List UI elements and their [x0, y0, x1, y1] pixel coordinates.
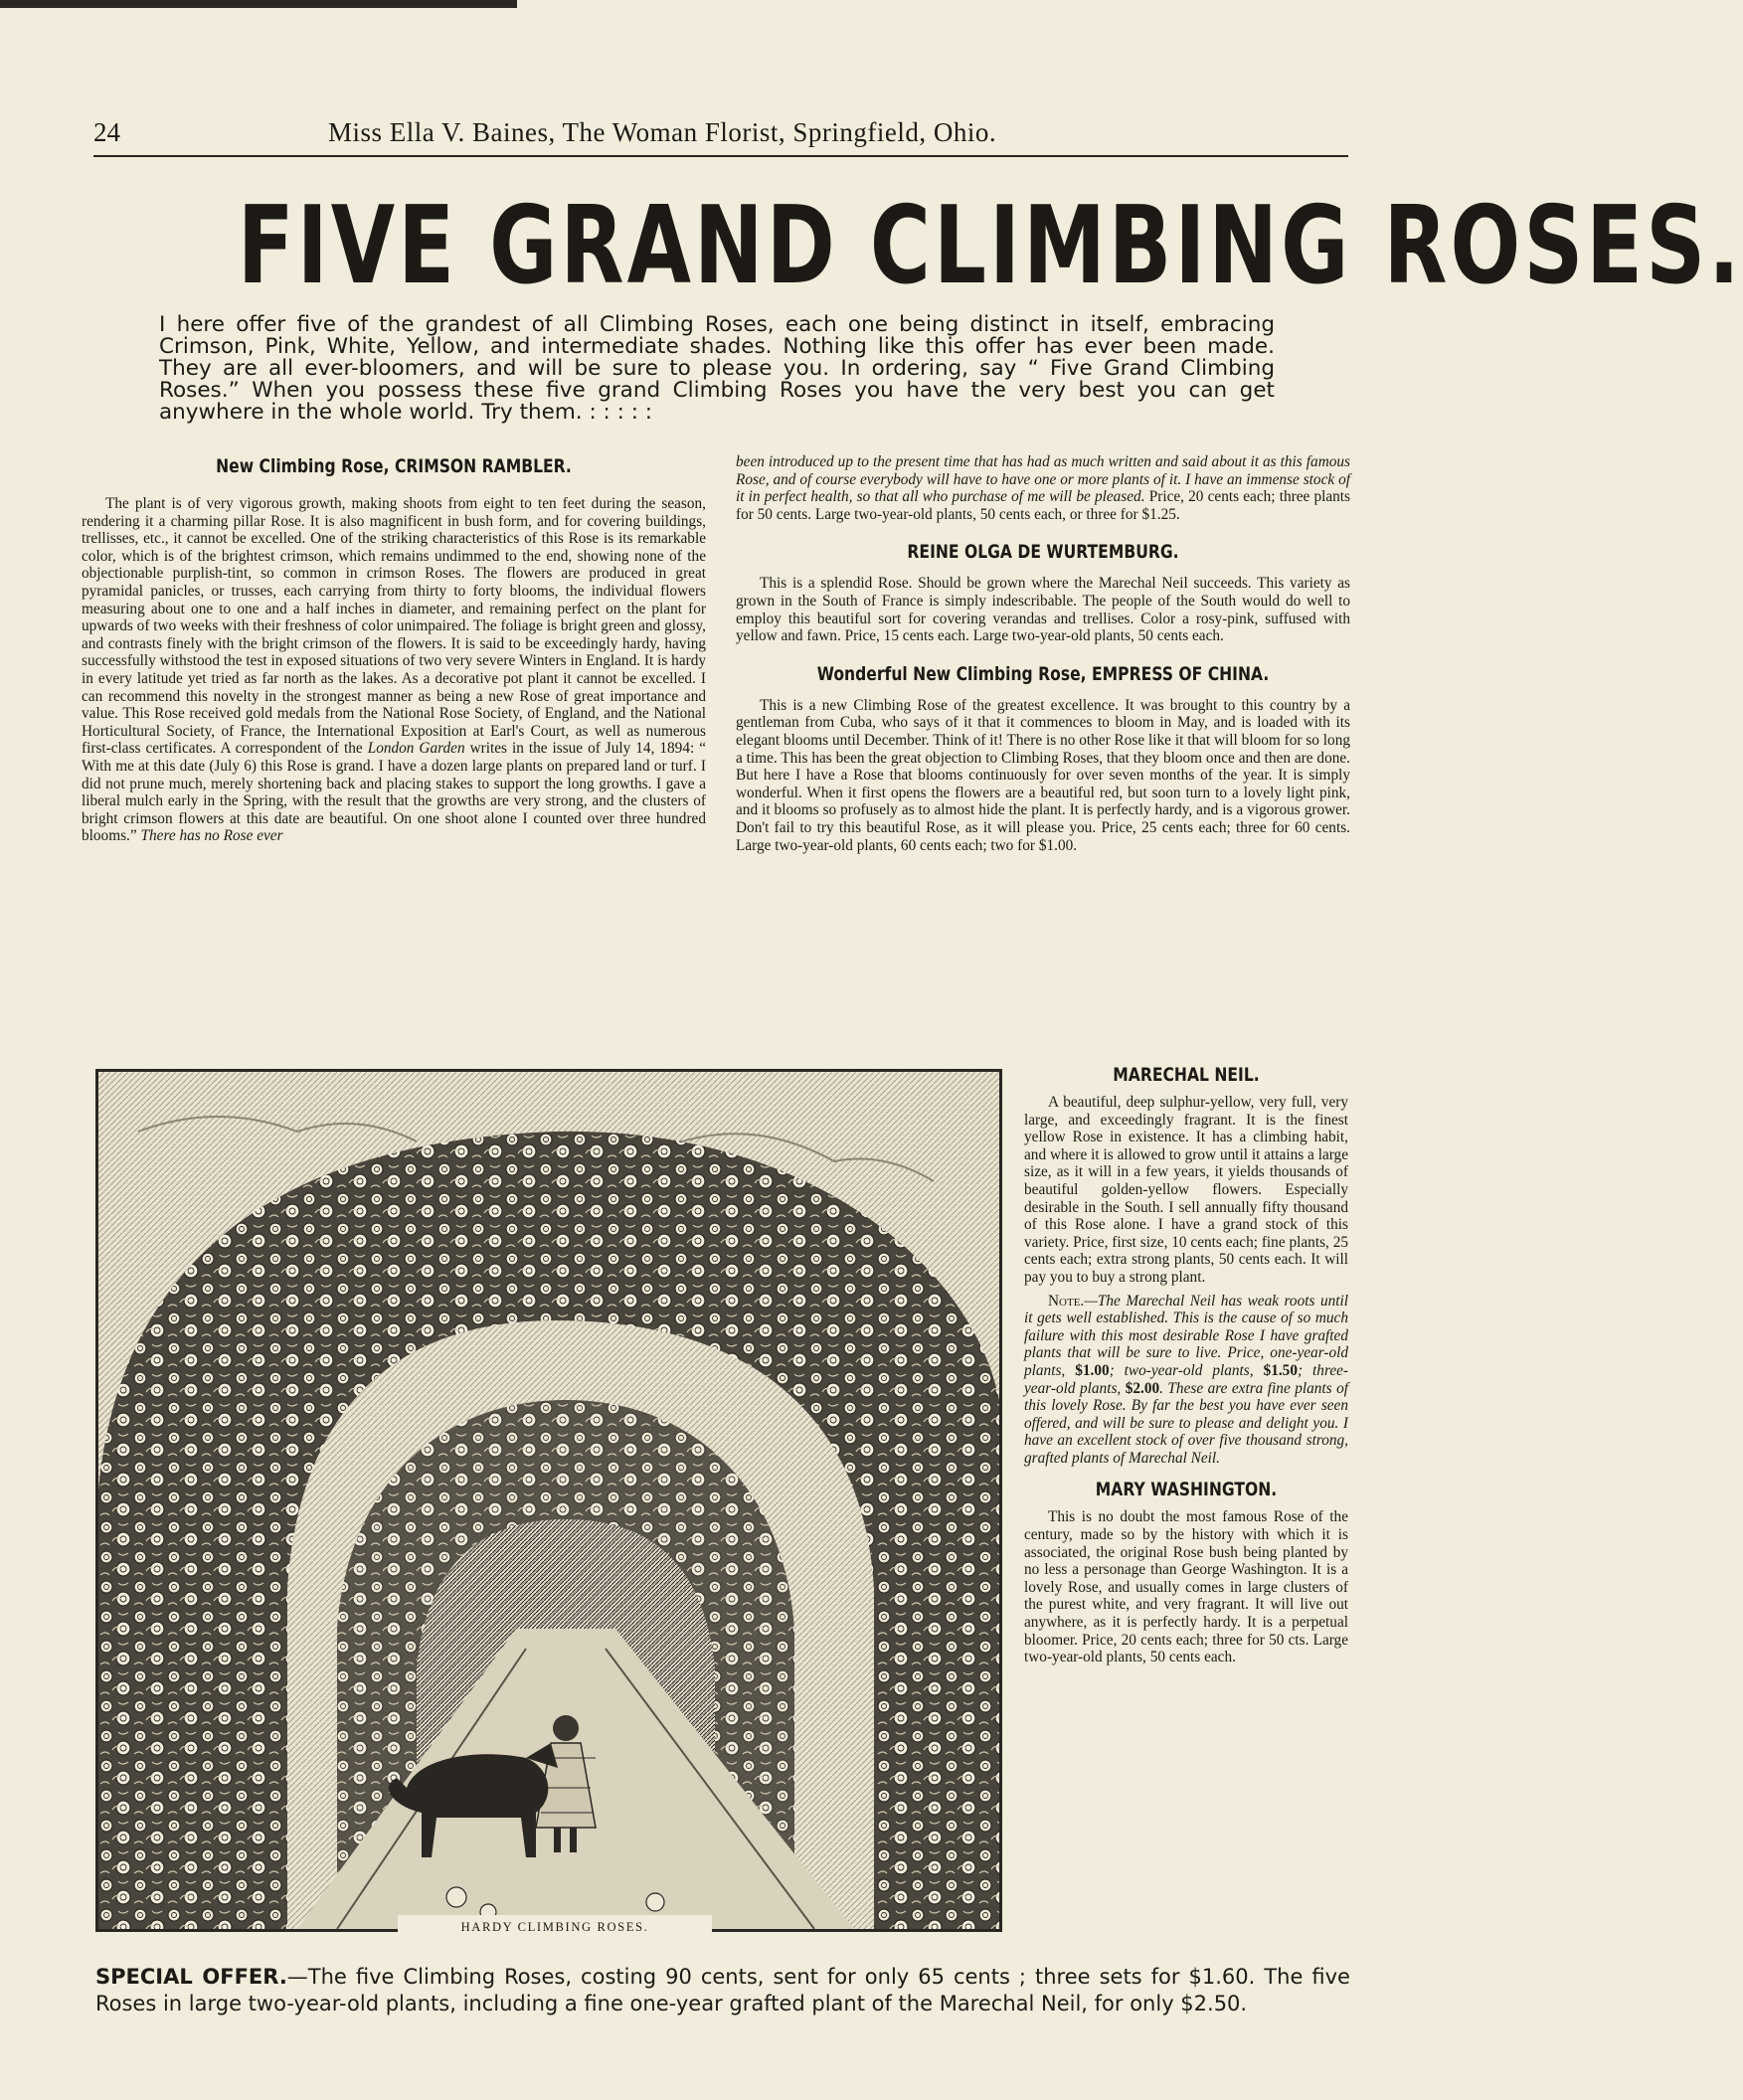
special-offer-text: —The five Climbing Roses, costing 90 cents, sent for only 65 cents ; three sets for $1.60. The five Roses in large two-year-old plants, including a fine one-year grafted plant of the Marechal Neil, for only $2.50. [95, 1965, 1350, 2015]
empress-text: This is a new Climbing Rose of the greatest excellence. It was brought to this country by a gentleman from Cuba, who says of it that it commences to bloom in May, and is loaded with its elegant blooms until December. Think of it! There is no other Rose like it that will bloom for so long a time. This has been the great objection to Climbing Roses, that they bloom once and then are done. But here I have a Rose that blooms continuously for over seven months of the year. It is simply wonderful. When it first opens the flowers are a beautiful red, but soon turn to a lovely light pink, and it blooms so profusely as to almost hide the plant. It is perfectly hardy, and is a vigorous grower. Don't fail to try this beautiful Rose, as it will please you. Price, 25 cents each; three for 60 cents. Large two-year-old plants, 60 cents each; two for $1.00. [736, 696, 1350, 854]
main-title: FIVE GRAND CLIMBING ROSES. [237, 184, 1743, 308]
marechal-heading: MARECHAL NEIL. [1113, 1064, 1260, 1086]
crimson-rambler-price: Price, 20 cents each; three plants for 50 cents. Large two-year-old plants, 50 cents each, or three for $1.25. [736, 488, 1350, 523]
mary-washington-heading: MARY WASHINGTON. [1095, 1479, 1278, 1501]
reine-olga-heading: REINE OLGA DE WURTEMBURG. [907, 541, 1179, 564]
crimson-rambler-italic-tail: been introduced up to the present time that has had as much written and said about it as this famous Rose, and of course everybody will have to have one or more plants of it. I have an immense stock of it in perfect health, so that all who purchase of me will be pleased. [736, 453, 1350, 506]
crimson-rambler-heading-prefix: New Climbing Rose, [216, 455, 390, 477]
reine-olga-text: This is a splendid Rose. Should be grown where the Marechal Neil succeeds. This variety as grown in the South of France is simply indescribable. The people of the South would do well to employ this beautiful sort for covering verandas and trellises. Color a rosy-pink, suffused with yellow and fawn. Price, 15 cents each. Large two-year-old plants, 50 cents each. [736, 575, 1350, 645]
crimson-rambler-body: The plant is of very vigorous growth, making shoots from eight to ten feet during the season, rendering it a charming pillar Rose. It is also magnificent in bush form, and for covering buildings, trellisses, etc., it cannot be excelled. One of the striking characteristics of this Rose is its remarkable color, which is of the brightest crimson, which remains undimmed to the end, showing none of the objectionable purplish-tint, so common in crimson Roses. The flowers are produced in great pyramidal panicles, or trusses, each carrying from thirty to forty blooms, the individual flowers measuring about one to one and a half inches in diameter, and remaining perfect on the plant for upwards of two weeks with their freshness of color unimpaired. The foliage is bright green and glossy, and contrasts finely with the bright crimson of the flowers. It is said to be exceedingly hardy, having successfully withstood the test in exposed situations of two very severe Winters in England. It is hardy in every latitude yet tried as far north as the lakes. As a decorative pot plant it cannot be excelled. I can recommend this novelty in the strongest manner as being a new Rose of great importance and value. This Rose received gold medals from the National Rose Society, of England, and the National Horticultural Society, of France, the International Exposition at Earl's Court, as well as numerous first-class certificates. A correspondent of the [82, 495, 706, 758]
note-text-4: . These are extra fine plants of this lovely Rose. By far the best you have ever seen offered, and will be sure to please and delight you. I have an excellent stock of over five thousand strong, grafted plants of Marechal Neil. [1024, 1379, 1348, 1467]
london-garden-title: London Garden [367, 740, 465, 758]
intro-paragraph: I here offer five of the grandest of all Climbing Roses, each one being distinct in itself, embracing Crimson, Pink, White, Yellow, and intermediate shades. Nothing like this offer has ever been made. They are all ever-bloomers, and will be sure to please you. In ordering, say “ Five Grand Climbing Roses.” When you possess these five grand Climbing Roses you have the very best you can get anywhere in the whole world. Try them. : : : : : [159, 312, 1275, 425]
empress-heading-prefix: Wonderful New Climbing Rose, [816, 662, 1087, 685]
price-three-year: $2.00 [1125, 1379, 1160, 1397]
running-head [93, 117, 1346, 157]
marechal-note [1024, 1293, 1348, 1468]
note-text-2: ; two-year-old plants, [1109, 1361, 1254, 1379]
running-title: Miss Ella V. Baines, The Woman Florist, Springfield, Ohio. [328, 117, 997, 147]
marechal-text: A beautiful, deep sulphur-yellow, very full, very large, and exceedingly fragrant. It is the finest yellow Rose in existence. It has a climbing habit, and where it is allowed to grow until it attains a large size, as it will in a few years, it yields thousands of beautiful golden-yellow flowers. Especially desirable in the South. I sell annually fifty thousand of this Rose alone. I have a grand stock of this variety. Price, first size, 10 cents each; fine plants, 25 cents each; extra strong plants, 50 cents each. It will pay you to buy a strong plant. [1024, 1094, 1348, 1286]
crimson-rambler-heading-name: CRIMSON RAMBLER. [394, 455, 572, 477]
rose-arch-engraving [98, 1072, 999, 1929]
empress-heading [791, 661, 1296, 687]
illustration-caption: HARDY CLIMBING ROSES. [398, 1915, 712, 1939]
rose-arbor-illustration [95, 1069, 1002, 1932]
crimson-rambler-italic-lead: There has no Rose ever [140, 827, 283, 845]
page-top-edge [0, 0, 1392, 8]
price-two-year: $1.50 [1263, 1361, 1298, 1379]
special-offer-label: SPECIAL OFFER. [95, 1965, 287, 1989]
right-column [736, 453, 1350, 854]
header-rule [93, 155, 1348, 157]
crimson-rambler-heading [138, 453, 650, 479]
note-text-1: —The Marechal Neil has weak roots until it gets well established. This is the cause of so much failure with this most desirable Rose I have grafted plants that will be sure to live. Price, one-year-old plants, [1024, 1292, 1348, 1379]
side-column [1024, 1062, 1348, 1666]
note-text-3: ; three-year-old plants, [1024, 1361, 1348, 1397]
page-number: 24 [93, 117, 120, 147]
crimson-rambler-body-2: writes in the issue of July 14, 1894: “ With me at this date (July 6) this Rose is grand. I have a dozen large plants on prepared land or turf. I did not prune much, merely shortening back and placing stakes to support the long growths. I gave a liberal mulch early in the Spring, with the result that the growths are very strong, and the clusters of bright crimson flowers at this date are beautiful. On one shoot alone I counted over three hundred blooms.” [82, 740, 706, 845]
crimson-rambler-text [82, 495, 706, 845]
note-label: Note. [1048, 1292, 1085, 1310]
mary-washington-text: This is no doubt the most famous Rose of the century, made so by the history with which it is associated, the original Rose bush being planted by no less a personage than George Washington. It is a lovely Rose, and usually comes in large clusters of the purest white, and very fragrant. It will live out anywhere, as it is perfectly hardy. It is a perpetual bloomer. Price, 20 cents each; three for 50 cts. Large two-year-old plants, 50 cents each. [1024, 1508, 1348, 1666]
empress-heading-name: EMPRESS OF CHINA. [1092, 662, 1270, 685]
special-offer [95, 1964, 1350, 2017]
crimson-rambler-continuation [736, 453, 1350, 523]
price-one-year: $1.00 [1075, 1361, 1110, 1379]
crimson-rambler-section [82, 453, 706, 845]
